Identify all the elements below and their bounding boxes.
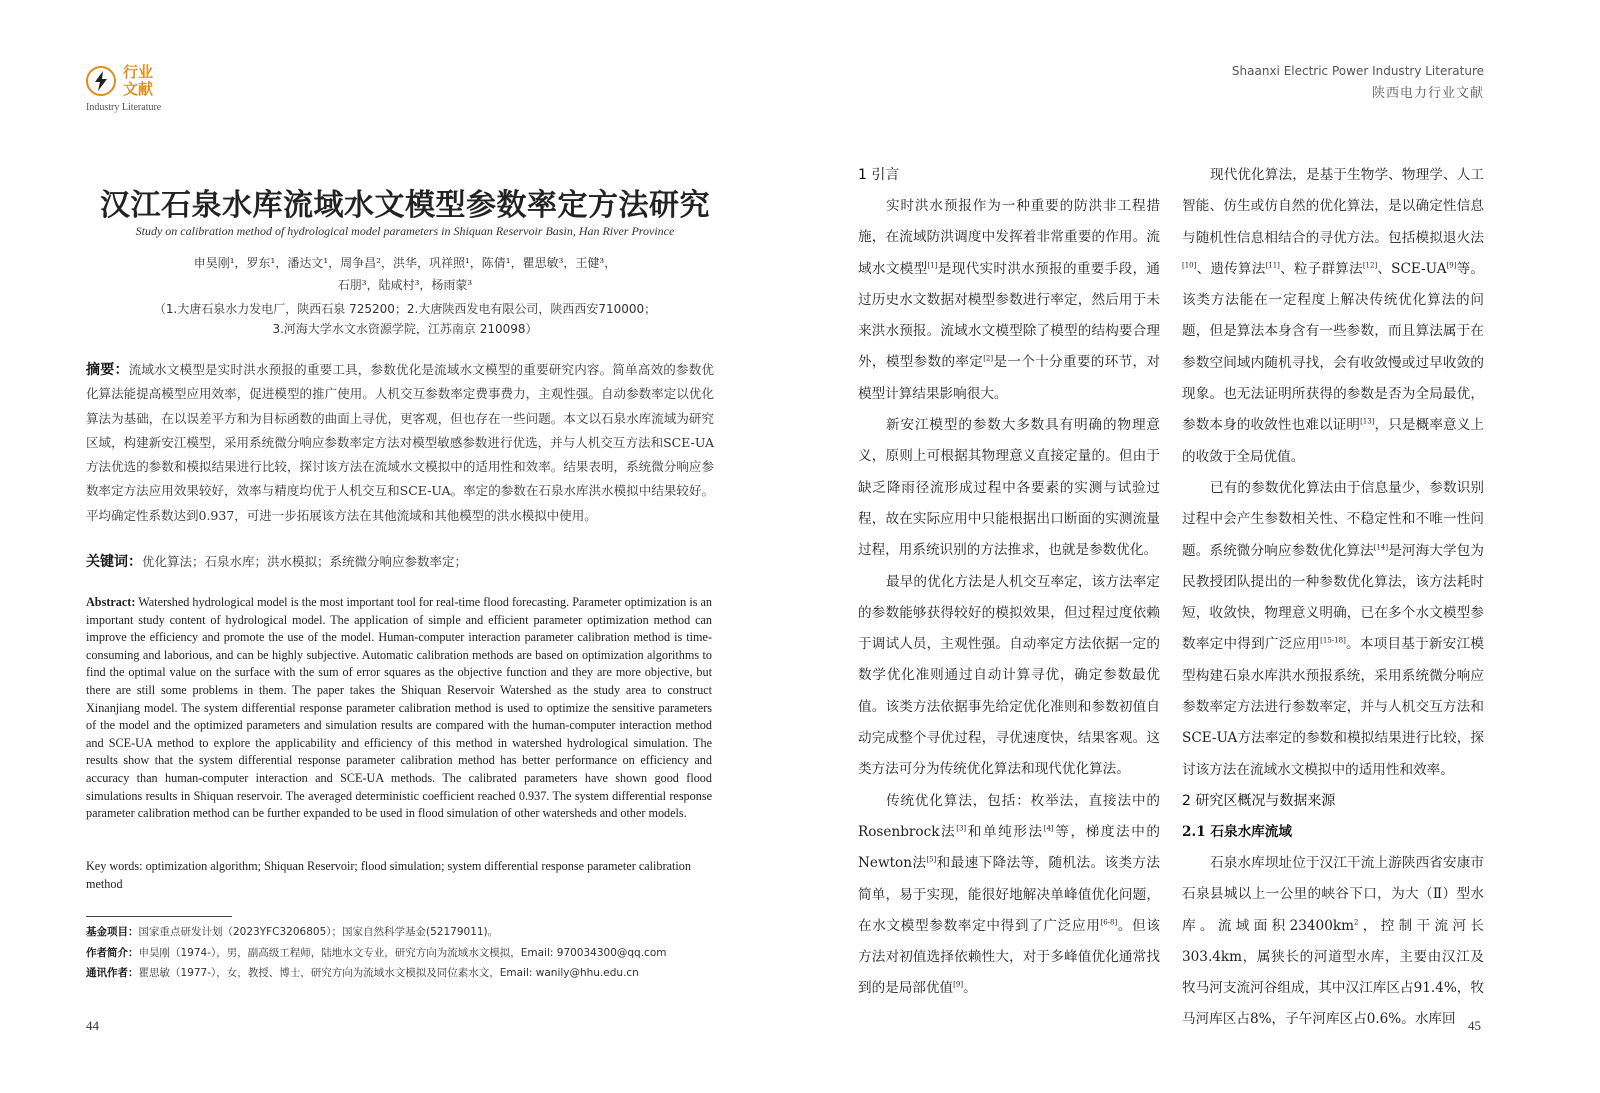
paragraph-4: 传统优化算法，包括：枚举法，直接法中的Rosenbrock法[3]和单纯形法[4]等，梯度法中的Newton法[5]和最速下降法等，随机法。该类方法简单，易于实现，能很好地解决单峰值优化问题，在水文模型参数率定中得到了广泛应用[6-8]。但该方法对初值选择依赖性大，对于多峰值优化通常找到的是局部优值[9]。: [858, 792, 1161, 997]
logo-cn-line1: 行业: [123, 63, 154, 81]
fn-author-label: 作者简介：: [86, 947, 139, 959]
fn-fund-label: 基金项目：: [86, 926, 139, 938]
abstract-en: [86, 594, 712, 823]
logo-lightning-icon: [86, 66, 116, 96]
keywords-cn: [86, 551, 714, 571]
fn-fund-text: 国家重点研发计划（2023YFC3206805）；国家自然科学基金(52179011)。: [138, 926, 499, 938]
affil-line1: （1.大唐石泉水力发电厂，陕西石泉 725200；2.大唐陕西发电有限公司，陕西西安710000；: [153, 302, 657, 316]
paragraph-2: 新安江模型的参数大多数具有明确的物理意义，原则上可根据其物理意义直接定量的。但由于缺乏降雨径流形成过程中各要素的实测与试验过程，故在实际应用中只能根据出口断面的实测流量过程，用系统识别的方法推求，也就是参数优化。: [858, 417, 1160, 559]
journal-name-cn: 陕西电力行业文献: [1371, 85, 1484, 100]
abstract-en-label: Abstract:: [86, 595, 136, 609]
keywords-cn-text: 优化算法；石泉水库；洪水模拟；系统微分响应参数率定；: [142, 554, 468, 569]
logo-en: Industry Literature: [86, 102, 162, 113]
footnote-corresponding: [86, 965, 726, 980]
abstract-cn: [86, 358, 714, 528]
affil-line2: 3.河海大学水文水资源学院，江苏南京 210098）: [272, 322, 538, 336]
page-number-left: 44: [86, 1018, 99, 1033]
body-column-1: [858, 160, 1160, 1005]
paragraph-1: 实时洪水预报作为一种重要的防洪非工程措施，在流域防洪调度中发挥着非常重要的作用。流域水文模型[1]是现代实时洪水预报的重要手段，通过历史水文数据对模型参数进行率定，然后用于未来洪水预报。流域水文模型除了模型的结构要合理外，模型参数的率定[2]是一个十分重要的环节，对模型计算结果影响很大。: [858, 198, 1161, 402]
fn-author-text: 申昊刚（1974-），男，副高级工程师，陆地水文专业，研究方向为流域水文模拟，Email: 970034300@qq.com: [138, 947, 667, 959]
abstract-cn-text: 流域水文模型是实时洪水预报的重要工具，参数优化是流域水文模型的重要研究内容。简单高效的参数优化算法能提高模型应用效率，促进模型的推广使用。人机交互参数率定费事费力，主观性强。自动参数率定以优化算法为基础，在以误差平方和为目标函数的曲面上寻优，更客观，但也存在一些问题。本文以石泉水库流域为研究区域，构建新安江模型，采用系统微分响应参数率定方法对模型敏感参数进行优选，并与人机交互方法和SCE-UA方法优选的参数和模拟结果进行比较，探讨该方法在流域水文模拟中的适用性和效率。结果表明，系统微分响应参数率定方法应用效果较好，效率与精度均优于人机交互和SCE-UA。率定的参数在石泉水库洪水模拟中结果较好。平均确定性系数达到0.937，可进一步拓展该方法在其他流域和其他模型的洪水模拟中使用。: [86, 362, 714, 523]
fn-corr-text: 瞿思敏（1977-），女，教授、博士，研究方向为流域水文模拟及同位素水文，Email: wanily@hhu.edu.cn: [138, 967, 639, 979]
article-title-en: Study on calibration method of hydrological model parameters in Shiquan Reservoir Basin, Han River Province: [135, 224, 675, 238]
keywords-cn-label: 关键词：: [86, 554, 142, 570]
paragraph-6: 已有的参数优化算法由于信息量少，参数识别过程中会产生参数相关性、不稳定性和不唯一性问题。系统微分响应参数优化算法[14]是河海大学包为民教授团队提出的一种参数优化算法，该方法耗时短，收敛快，物理意义明确，已在多个水文模型参数率定中得到广泛应用[15-18]。本项目基于新安江模型构建石泉水库洪水预报系统，采用系统微分响应参数率定方法进行参数率定，并与人机交互方法和SCE-UA方法率定的参数和模拟结果进行比较，探讨该方法在流域水文模拟中的适用性和效率。: [1182, 479, 1484, 778]
fn-corr-label: 通讯作者：: [86, 967, 139, 979]
authors-line2: 石朋³，陆咸村³，杨雨蒙³: [337, 278, 473, 292]
footnote-divider: [86, 916, 232, 917]
abstract-cn-label: 摘要：: [86, 362, 129, 378]
section-2-heading: 2 研究区概况与数据来源: [1182, 792, 1336, 809]
body-column-2: [1182, 160, 1484, 1036]
section-2-1-heading: 2.1 石泉水库流域: [1182, 823, 1292, 840]
journal-name-en: Shaanxi Electric Power Industry Literature: [1231, 64, 1484, 78]
author-list: [150, 252, 660, 296]
paragraph-3: 最早的优化方法是人机交互率定，该方法率定的参数能够获得较好的模拟效果，但过程过度依赖于调试人员，主观性强。自动率定方法依据一定的数学优化准则通过自动计算寻优，确定参数最优值。该类方法依据事先给定优化准则和参数初值自动完成整个寻优过程，寻优速度快，结果客观。这类方法可分为传统优化算法和现代优化算法。: [858, 573, 1160, 778]
page-number-right: 45: [1468, 1018, 1481, 1033]
authors-line1: 申昊刚¹，罗东¹，潘达文¹，周争昌²，洪华，巩祥照¹，陈倩¹，瞿思敏³，王健³，: [193, 256, 617, 270]
article-title-cn: 汉江石泉水库流域水文模型参数率定方法研究: [100, 188, 710, 223]
footnote-author: [86, 945, 726, 960]
section-1-heading: 1 引言: [858, 167, 900, 183]
keywords-en: Key words: optimization algorithm; Shiquan Reservoir; flood simulation; system differential response parameter calibration method: [86, 859, 691, 891]
logo-text: [123, 64, 153, 98]
logo-cn-line2: 文献: [123, 80, 154, 98]
abstract-en-text: Watershed hydrological model is the most important tool for real-time flood forecasting. Parameter optimization is an important study content of hydrological model. The application of simple and efficient parameter optimization method can improve the efficiency and promote the use of the model. Human-computer interaction parameter calibration method is time-consuming and laborious, and can be highly subjective. Automatic calibration methods are based on optimization algorithms to find the optimal value on the surface with the sum of error squares as the objective function and they are more objective, but there are still some problems in them. The paper takes the Shiquan Reservoir Watershed as the study area to construct Xinanjiang model. The system differential response parameter calibration method is used to optimize the sensitive parameters of the model and the optimized parameters and simulation results are compared with the human-computer interaction method and SCE-UA method to explore the applicability and efficiency of this method in watershed hydrological simulation. The results show that the system differential response parameter calibration method has better performance on efficiency and accuracy than human-computer interaction and SCE-UA methods. The calibrated parameters have shown good flood simulations results in Shiquan reservoir. The averaged deterministic coefficient reached 0.937. The system differential response parameter calibration method can be further expanded to be used in flood simulation of other watersheds and other models.: [86, 595, 712, 821]
affiliations: [120, 299, 690, 339]
footnote-fund: [86, 924, 726, 939]
paragraph-5: 现代优化算法，是基于生物学、物理学、人工智能、仿生或仿自然的优化算法，是以确定性信息与随机性信息相结合的寻优方法。包括模拟退火法[10]、遗传算法[11]、粒子群算法[12]、SCE-UA[9]等。该类方法能在一定程度上解决传统优化算法的问题，但是算法本身含有一些参数，而且算法属于在参数空间域内随机寻找，会有收敛慢或过早收敛的现象。也无法证明所获得的参数是否为全局最优，参数本身的收敛性也难以证明[13]，只是概率意义上的收敛于全局优值。: [1182, 167, 1485, 465]
paragraph-7: 石泉水库坝址位于汉江干流上游陕西省安康市石泉县城以上一公里的峡谷下口，为大（Ⅱ）型水库。流域面积$23400km^2$，控制干流河长303.4km，属狭长的河道型水库，主要由汉江及牧马河支流河谷组成，其中汉江库区占91.4%，牧马河库区占8%，子午河库区占0.6%。水库回: [1182, 854, 1484, 1028]
